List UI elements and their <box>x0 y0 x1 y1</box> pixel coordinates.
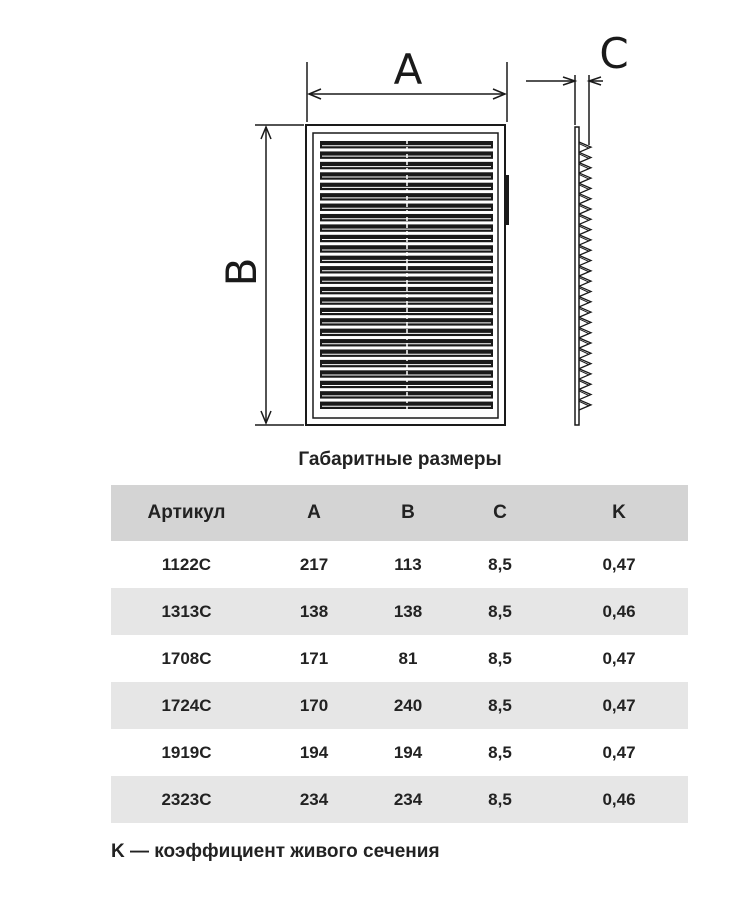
side-louver-tooth <box>579 245 591 255</box>
section-title: Габаритные размеры <box>298 449 502 470</box>
side-louver-tooth <box>579 307 591 317</box>
side-louver-tooth <box>579 348 591 358</box>
side-louver-tooth <box>579 276 591 286</box>
dimension-b-label: B <box>217 257 266 287</box>
cell-c: 8,5 <box>488 554 512 574</box>
cell-a: 170 <box>262 682 366 729</box>
table-row <box>111 682 688 729</box>
cell-c: 8,5 <box>488 742 512 762</box>
cell-a: 217 <box>299 554 329 574</box>
side-louver-tooth <box>579 214 591 224</box>
side-louver-tooth <box>579 317 591 327</box>
cell-article: 2323C <box>111 776 262 823</box>
header-a: A <box>262 485 366 541</box>
cell-a: 138 <box>262 588 366 635</box>
cell-k: 0,46 <box>550 588 688 635</box>
side-louver-tooth <box>579 183 591 193</box>
table-row <box>111 635 688 682</box>
table-row <box>111 541 688 588</box>
side-louver-tooth <box>579 163 591 173</box>
side-louver-tooth <box>579 358 591 368</box>
table-header-row <box>111 485 688 541</box>
cell-k: 0,47 <box>602 742 636 762</box>
cell-article: 1724C <box>111 682 262 729</box>
cell-k: 0,46 <box>550 776 688 823</box>
technical-drawing <box>0 0 749 440</box>
cell-article: 1313C <box>111 588 262 635</box>
cell-b: 81 <box>398 648 418 668</box>
header-c: C <box>450 485 550 541</box>
dimension-c <box>526 75 603 145</box>
side-louver-tooth <box>579 400 591 410</box>
side-louver-tooth <box>579 266 591 276</box>
side-louver-tooth <box>579 173 591 183</box>
cell-k: 0,47 <box>602 554 636 574</box>
cell-k: 0,47 <box>550 682 688 729</box>
cell-b: 113 <box>394 554 422 574</box>
side-louver-tooth <box>579 286 591 296</box>
side-louver-tooth <box>579 194 591 204</box>
dimension-c-label: C <box>599 29 629 78</box>
side-louver-tooth <box>579 389 591 399</box>
cell-b: 240 <box>366 682 450 729</box>
footnote: K — коэффициент живого сечения <box>111 841 440 862</box>
cell-c: 8,5 <box>450 776 550 823</box>
grille-front-view <box>306 125 509 425</box>
cell-article: 1122C <box>161 554 212 574</box>
header-b: B <box>366 485 450 541</box>
cell-k: 0,47 <box>602 648 636 668</box>
cell-a: 234 <box>262 776 366 823</box>
side-louver-tooth <box>579 255 591 265</box>
grille-side-profile <box>575 127 591 425</box>
cell-article: 1919C <box>161 742 212 762</box>
cell-a: 194 <box>299 742 329 762</box>
cell-a: 171 <box>299 648 329 668</box>
side-louver-tooth <box>579 328 591 338</box>
cell-b: 194 <box>393 742 423 762</box>
table-row <box>111 776 688 823</box>
side-louver-tooth <box>579 297 591 307</box>
cell-b: 234 <box>366 776 450 823</box>
dimension-a-label: A <box>393 45 423 94</box>
side-louver-tooth <box>579 235 591 245</box>
cell-c: 8,5 <box>450 682 550 729</box>
cell-article: 1708C <box>161 648 212 668</box>
table-row <box>111 729 688 776</box>
cell-c: 8,5 <box>450 588 550 635</box>
side-louver-tooth <box>579 152 591 162</box>
table-row <box>111 588 688 635</box>
cell-c: 8,5 <box>488 648 512 668</box>
side-louver-tooth <box>579 338 591 348</box>
side-louver-tooth <box>579 204 591 214</box>
side-louver-tooth <box>579 379 591 389</box>
dimensions-table <box>111 485 688 823</box>
side-louver-tooth <box>579 369 591 379</box>
header-k: K <box>550 485 688 541</box>
cell-b: 138 <box>366 588 450 635</box>
header-article: Артикул <box>111 485 262 541</box>
side-louver-tooth <box>579 224 591 234</box>
